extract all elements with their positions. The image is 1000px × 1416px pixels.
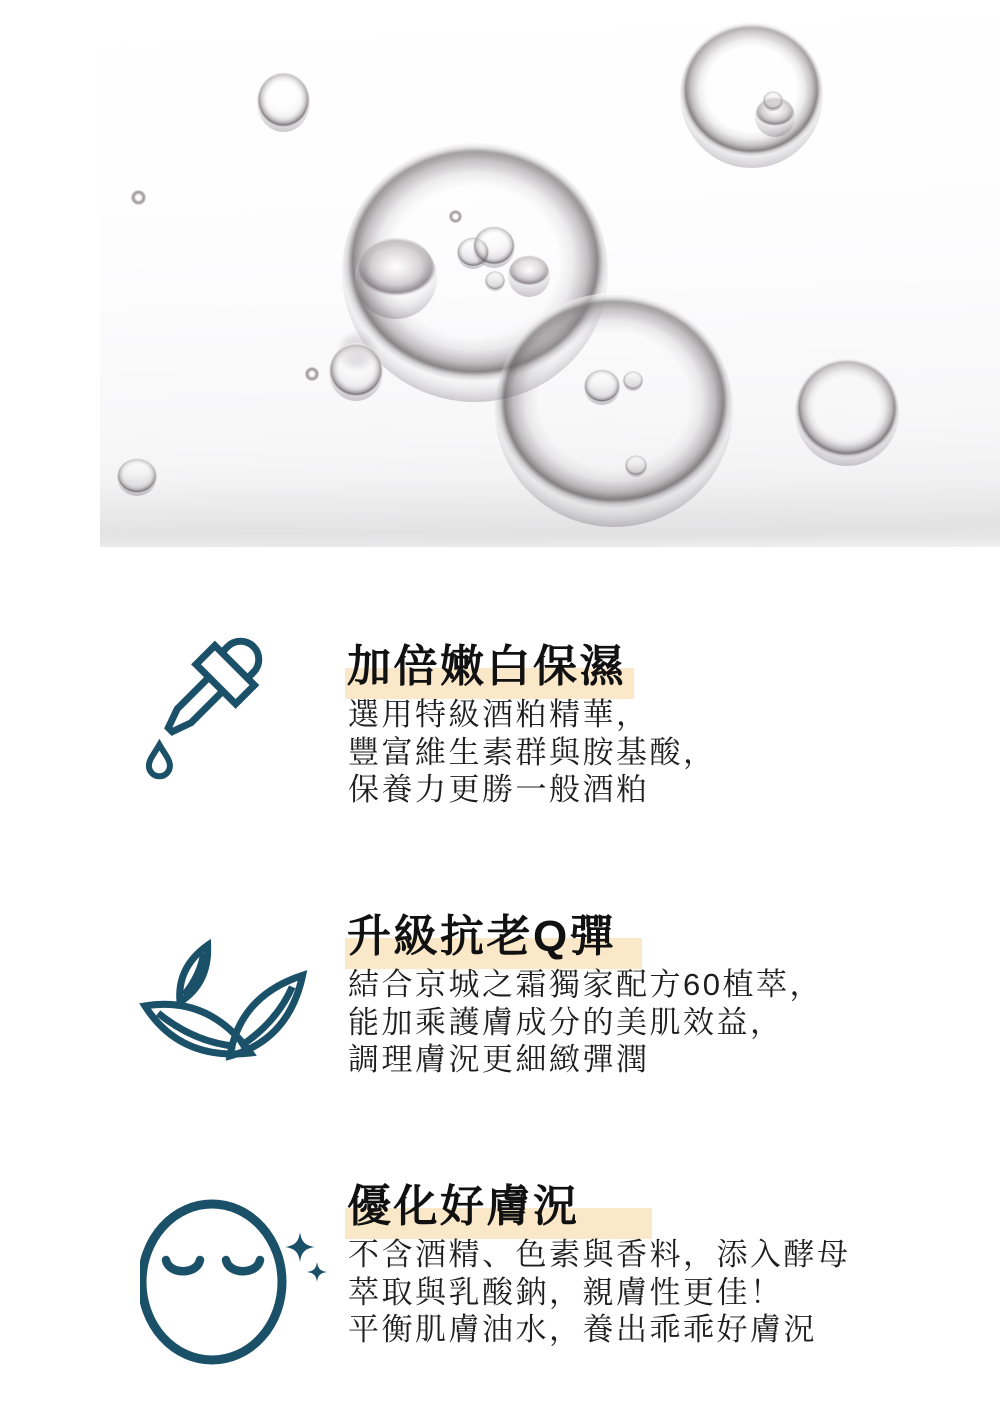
feature-line: 結合京城之霜獨家配方60植萃， [348, 967, 823, 1002]
feature-body [348, 1236, 851, 1349]
hero-image [100, 0, 1000, 547]
bubble [795, 358, 899, 466]
bubble [257, 72, 310, 132]
bubble [117, 458, 157, 496]
bubble [473, 226, 515, 268]
feature-line: 能加乘護膚成分的美肌效益， [348, 1004, 784, 1040]
feature-line: 豐富維生素群與胺基酸， [348, 734, 717, 770]
feature-title: 優化好膚況 [347, 1182, 580, 1231]
feature-body [348, 696, 717, 809]
feature-line: 保養力更勝一般酒粕 [348, 772, 650, 807]
feature-title: 加倍嫩白保濕 [347, 642, 626, 691]
bubble [305, 367, 319, 381]
feature-line: 調理膚況更細緻彈潤 [348, 1042, 650, 1077]
bubble [485, 271, 505, 291]
feature-section-skin [0, 1172, 1000, 1416]
bubble [623, 371, 643, 391]
feature-line: 萃取與乳酸鈉，親膚性更佳！ [348, 1274, 784, 1310]
bubble [625, 455, 647, 477]
bubble [584, 369, 620, 405]
feature-body [348, 966, 823, 1079]
bubble [355, 237, 437, 319]
bubble [449, 210, 462, 223]
bubble [508, 255, 550, 297]
feature-line: 平衡肌膚油水，養出乖乖好膚況 [348, 1312, 817, 1347]
bubble [763, 91, 783, 111]
dropper-icon [116, 616, 284, 826]
bubble [680, 22, 823, 168]
feature-title: 升級抗老Q彈 [347, 912, 617, 961]
face-sparkles-icon [140, 1198, 340, 1378]
leaves-icon [138, 928, 308, 1078]
bubble [495, 293, 733, 527]
feature-line: 不含酒精、色素與香料，添入酵母 [348, 1237, 851, 1272]
bubble [131, 190, 146, 205]
feature-section-antiaging [0, 902, 1000, 1172]
bubble [329, 343, 383, 401]
feature-section-whitening [0, 632, 1000, 902]
feature-line: 選用特級酒粕精華， [348, 697, 650, 732]
